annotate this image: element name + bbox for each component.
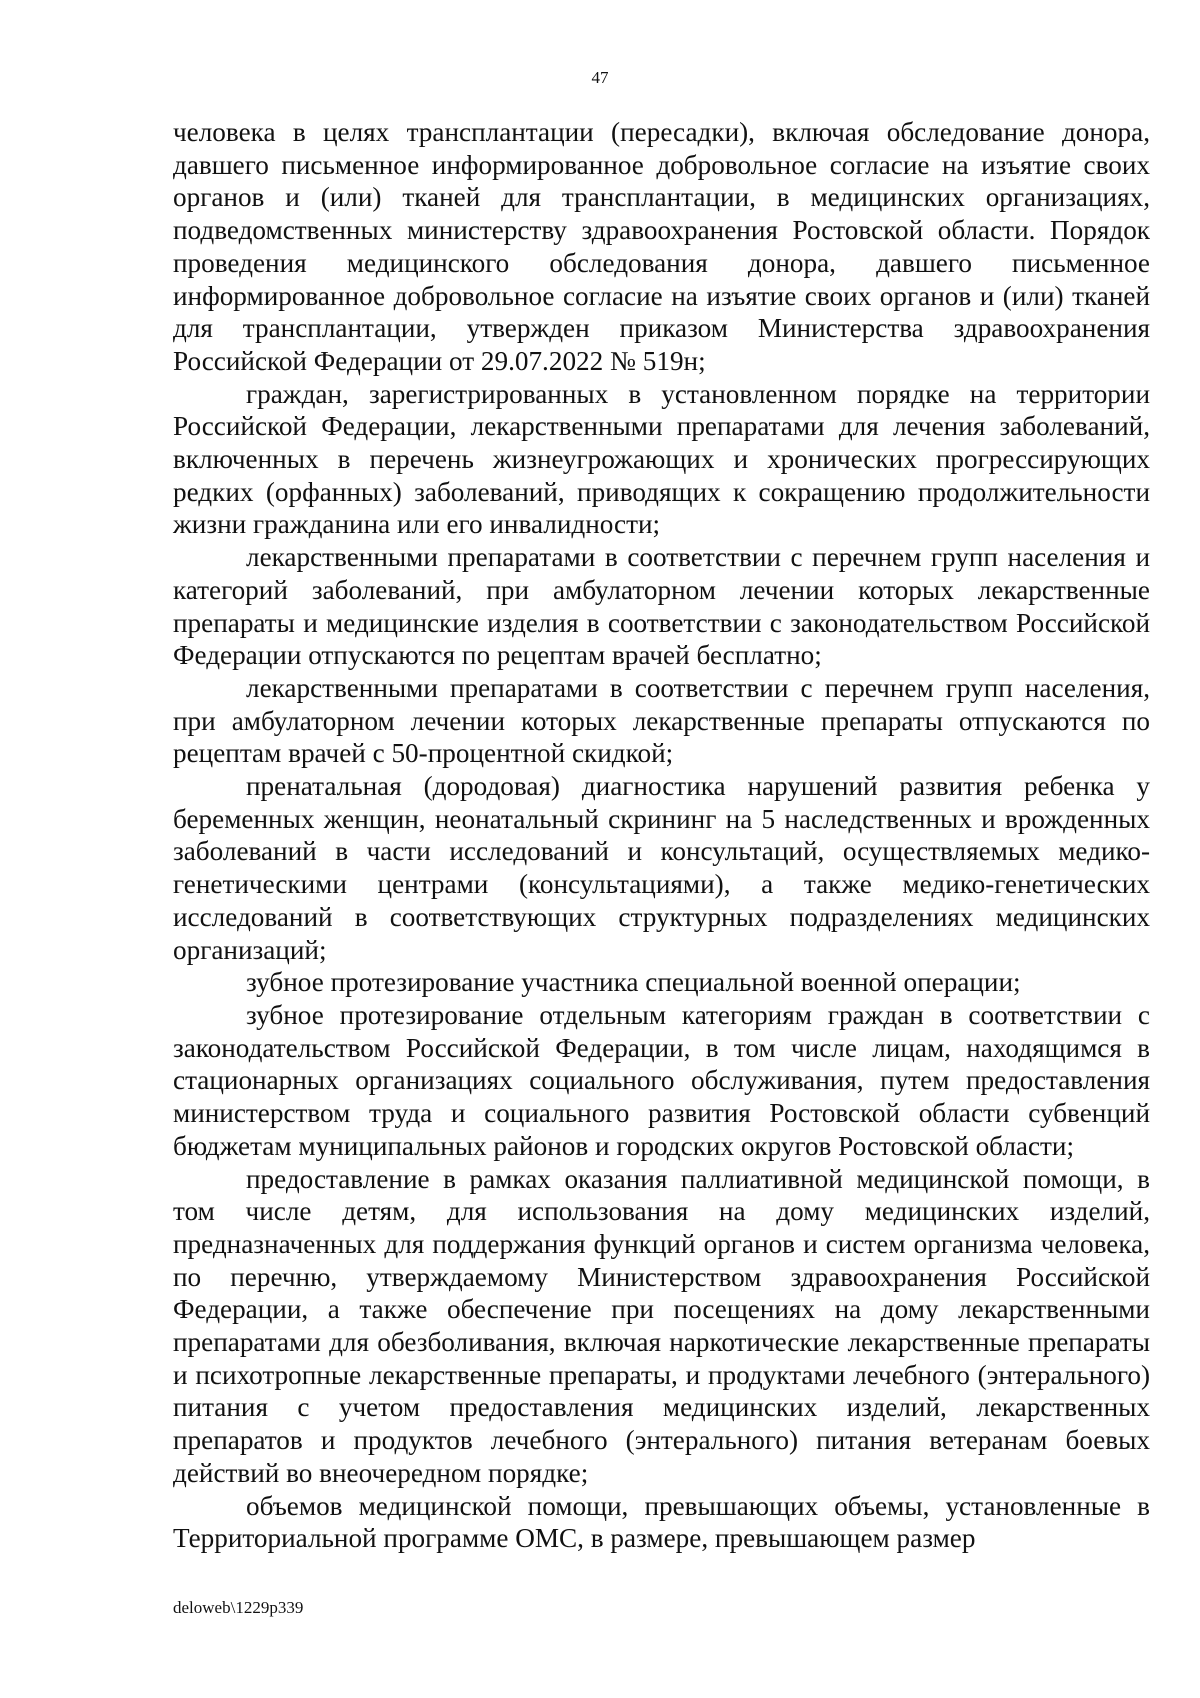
paragraph-free-prescriptions: лекарственными препаратами в соответствии с перечнем групп населения и категорий заболеваний, при амбулаторном лечении которых лекарственные препараты и медицинские изделия в соответствии с законодательством Российской Федерации отпускаются по рецептам врачей бесплатно;: [173, 542, 1150, 671]
page-number: 47: [591, 68, 609, 87]
document-body: [173, 116, 1150, 1555]
paragraph-discount-prescriptions: лекарственными препаратами в соответствии с перечнем групп населения, при амбулаторном лечении которых лекарственные препараты отпускаются по рецептам врачей с 50-процентной скидкой;: [173, 672, 1150, 769]
paragraph-dental-svo: зубное протезирование участника специальной военной операции;: [246, 967, 1021, 998]
paragraph-excess-volumes: объемов медицинской помощи, превышающих объемы, установленные в Территориальной программе ОМС, в размере, превышающем размер: [173, 1490, 1150, 1554]
paragraph-palliative-care: предоставление в рамках оказания паллиативной медицинской помощи, в том числе детям, для использования на дому медицинских изделий, предназначенных для поддержания функций органов и систем организма человека, по перечню, утверждаемому Министерством здравоохранения Российской Федерации, а также обеспечение при посещениях на дому лекарственными препаратами для обезболивания, включая наркотические лекарственные препараты и психотропные лекарственные препараты, и продуктами лечебного (энтерального) питания с учетом предоставления медицинских изделий, лекарственных препаратов и продуктов лечебного (энтерального) питания ветеранам боевых действий во внеочередном порядке;: [173, 1163, 1150, 1488]
paragraph-dental-categories: зубное протезирование отдельным категориям граждан в соответствии с законодательством Российской Федерации, в том числе лицам, находящимся в стационарных организациях социального обслуживания, путем предоставления министерством труда и социального развития Ростовской области субвенций бюджетам муниципальных районов и городских округов Ростовской области;: [173, 999, 1150, 1161]
paragraph-prenatal-diagnostics: пренатальная (дородовая) диагностика нарушений развития ребенка у беременных женщин, неонатальный скрининг на 5 наследственных и врожденных заболеваний в части исследований и консультаций, осуществляемых медико-генетическими центрами (консультациями), а также медико-генетических исследований в соответствующих структурных подразделениях медицинских организаций;: [173, 771, 1150, 965]
footer-document-code: deloweb\1229p339: [173, 1598, 304, 1617]
paragraph-transplant-donor: человека в целях трансплантации (пересадки), включая обследование донора, давшего письменное информированное добровольное согласие на изъятие своих органов и (или) тканей для трансплантации, в медицинских организациях, подведомственных министерству здравоохранения Ростовской области. Порядок проведения медицинского обследования донора, давшего письменное информированное добровольное согласие на изъятие своих органов и (или) тканей для трансплантации, утвержден приказом Министерства здравоохранения Российской Федерации от 29.07.2022 № 519н;: [173, 117, 1150, 376]
paragraph-orphan-diseases: граждан, зарегистрированных в установленном порядке на территории Российской Федерации, лекарственными препаратами для лечения заболеваний, включенных в перечень жизнеугрожающих и хронических прогрессирующих редких (орфанных) заболеваний, приводящих к сокращению продолжительности жизни гражданина или его инвалидности;: [173, 378, 1150, 540]
